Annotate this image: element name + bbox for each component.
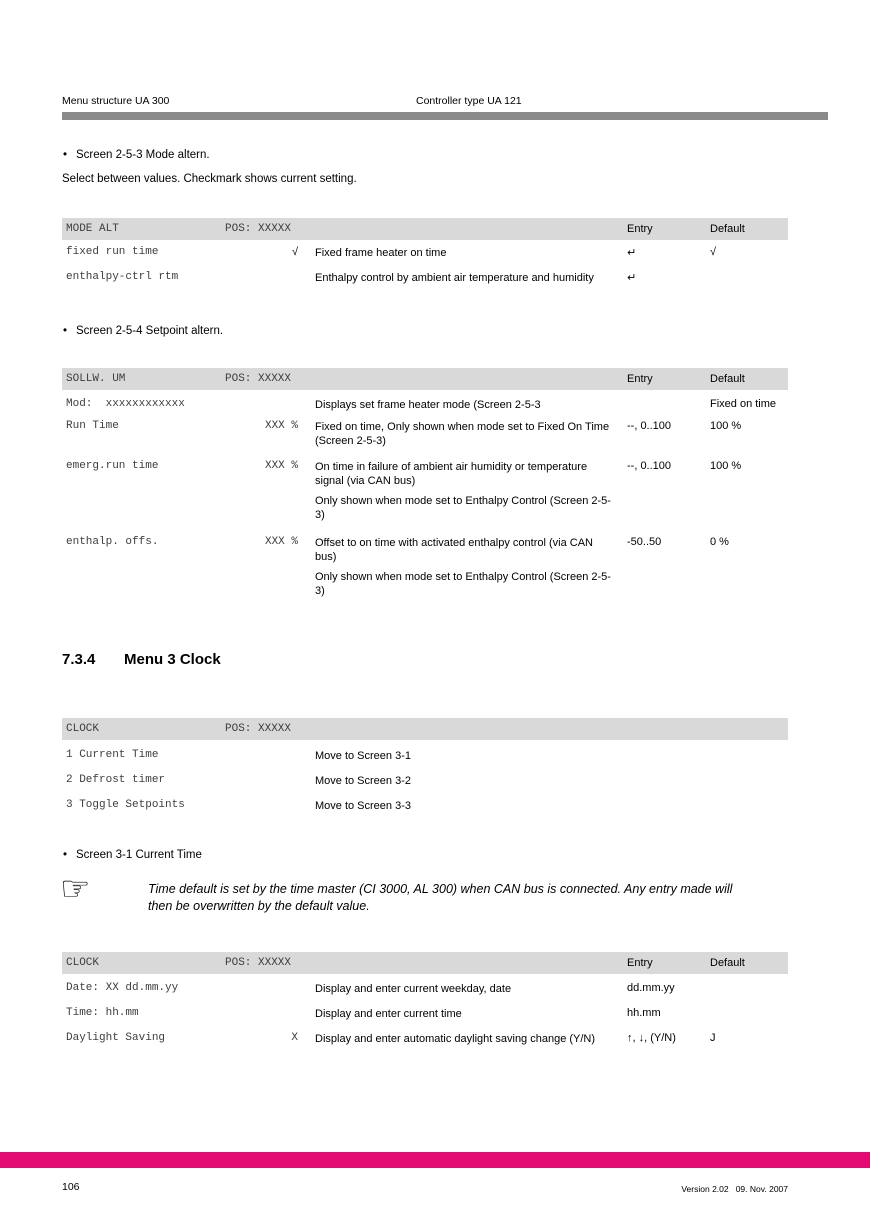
description-text: Displays set frame heater mode (Screen 2-5-3 [315, 399, 541, 411]
row-value: √ [291, 246, 298, 258]
table-name: CLOCK [66, 957, 100, 969]
row-description [315, 246, 613, 260]
description-text: Display and enter automatic daylight saving change (Y/N) [315, 1033, 596, 1045]
row-entry: -50..50 [627, 536, 662, 548]
description-text: Display and enter current weekday, date [315, 983, 512, 995]
row-entry: hh.mm [627, 1007, 661, 1019]
running-header-right: Controller type UA 121 [416, 95, 522, 107]
row-description [315, 420, 613, 448]
row-description [315, 271, 613, 285]
col-default-label: Default [710, 373, 745, 385]
description-text: Enthalpy control by ambient air temperature and humidity [315, 272, 594, 284]
row-description [315, 774, 613, 788]
intro-paragraph: Select between values. Checkmark shows current setting. [62, 173, 357, 185]
bullet-label: Screen 2-5-3 Mode altern. [76, 149, 210, 161]
table-mode-alt-header [62, 218, 788, 240]
description-text-2: Only shown when mode set to Enthalpy Control (Screen 2-5-3) [315, 571, 611, 597]
table-name: SOLLW. UM [66, 373, 126, 385]
footer-version: Version 2.02 09. Nov. 2007 [681, 1184, 788, 1194]
bullet-screen-2-5-4 [63, 325, 223, 337]
table-pos: POS: XXXXX [225, 957, 292, 969]
row-name: enthalpy-ctrl rtm [66, 271, 179, 283]
page-number: 106 [62, 1181, 80, 1193]
row-description [315, 982, 613, 996]
col-entry-label: Entry [627, 373, 653, 385]
row-entry: ↵ [627, 272, 637, 284]
row-name: Mod: xxxxxxxxxxxx [66, 398, 185, 410]
row-name: Daylight Saving [66, 1032, 166, 1044]
description-text: Move to Screen 3-3 [315, 800, 411, 812]
running-header-left: Menu structure UA 300 [62, 95, 170, 107]
row-value: X [291, 1032, 298, 1044]
row-description [315, 536, 613, 598]
table-pos: POS: XXXXX [225, 373, 292, 385]
col-default-label: Default [710, 223, 745, 235]
header-rule [62, 112, 828, 120]
description-text: Display and enter current time [315, 1008, 462, 1020]
row-value: XXX % [264, 460, 298, 472]
row-name: Run Time [66, 420, 119, 432]
row-description [315, 1032, 613, 1046]
row-entry: --, 0..100 [627, 460, 672, 472]
col-default-label: Default [710, 957, 745, 969]
row-entry: dd.mm.yy [627, 982, 675, 994]
bullet-screen-2-5-3 [63, 149, 210, 161]
row-name: Date: XX dd.mm.yy [66, 982, 179, 994]
row-default: Fixed on time [710, 398, 777, 410]
row-entry: --, 0..100 [627, 420, 672, 432]
row-default: 100 % [710, 460, 742, 472]
row-value: XXX % [264, 536, 298, 548]
section-number: 7.3.4 [62, 651, 96, 668]
row-value: XXX % [264, 420, 298, 432]
table-pos: POS: XXXXX [225, 223, 292, 235]
description-text: Offset to on time with activated enthalpy control (via CAN bus) [315, 537, 593, 563]
bullet-icon: • [63, 849, 68, 861]
section-title: Menu 3 Clock [124, 651, 221, 668]
row-default: √ [710, 246, 717, 258]
table-sollw-um-header [62, 368, 788, 390]
row-default: 0 % [710, 536, 729, 548]
description-text: Fixed frame heater on time [315, 247, 447, 259]
row-description [315, 1007, 613, 1021]
description-text: Move to Screen 3-2 [315, 775, 411, 787]
table-name: CLOCK [66, 723, 100, 735]
row-description [315, 460, 613, 522]
pointing-hand-icon: ☞ [60, 869, 91, 909]
col-entry-label: Entry [627, 957, 653, 969]
row-name: 3 Toggle Setpoints [66, 799, 185, 811]
row-default: J [710, 1032, 716, 1044]
footer-accent-bar [0, 1152, 870, 1168]
bullet-icon: • [63, 325, 68, 337]
row-default: 100 % [710, 420, 742, 432]
table-clock-screen31-header [62, 952, 788, 974]
bullet-screen-3-1 [63, 849, 202, 861]
bullet-icon: • [63, 149, 68, 161]
row-name: enthalp. offs. [66, 536, 159, 548]
row-name: 2 Defrost timer [66, 774, 166, 786]
description-text-2: Only shown when mode set to Enthalpy Control (Screen 2-5-3) [315, 495, 611, 521]
row-description [315, 398, 613, 412]
row-name: emerg.run time [66, 460, 159, 472]
description-text: Move to Screen 3-1 [315, 750, 411, 762]
table-pos: POS: XXXXX [225, 723, 292, 735]
row-name: 1 Current Time [66, 749, 159, 761]
col-entry-label: Entry [627, 223, 653, 235]
bullet-label: Screen 2-5-4 Setpoint altern. [76, 325, 224, 337]
row-entry: ↑, ↓, (Y/N) [627, 1032, 676, 1044]
row-entry: ↵ [627, 247, 637, 259]
row-name: Time: hh.mm [66, 1007, 139, 1019]
row-description [315, 749, 613, 763]
table-clock-menu-header [62, 718, 788, 740]
note-text: Time default is set by the time master (CI 3000, AL 300) when CAN bus is connected. Any entry made will then be overwritten by the default value. [148, 882, 733, 913]
description-text: On time in failure of ambient air humidity or temperature signal (via CAN bus) [315, 461, 588, 487]
row-description [315, 799, 613, 813]
table-name: MODE ALT [66, 223, 119, 235]
description-text: Fixed on time, Only shown when mode set to Fixed On Time (Screen 2-5-3) [315, 421, 610, 447]
bullet-label: Screen 3-1 Current Time [76, 849, 202, 861]
row-name: fixed run time [66, 246, 159, 258]
